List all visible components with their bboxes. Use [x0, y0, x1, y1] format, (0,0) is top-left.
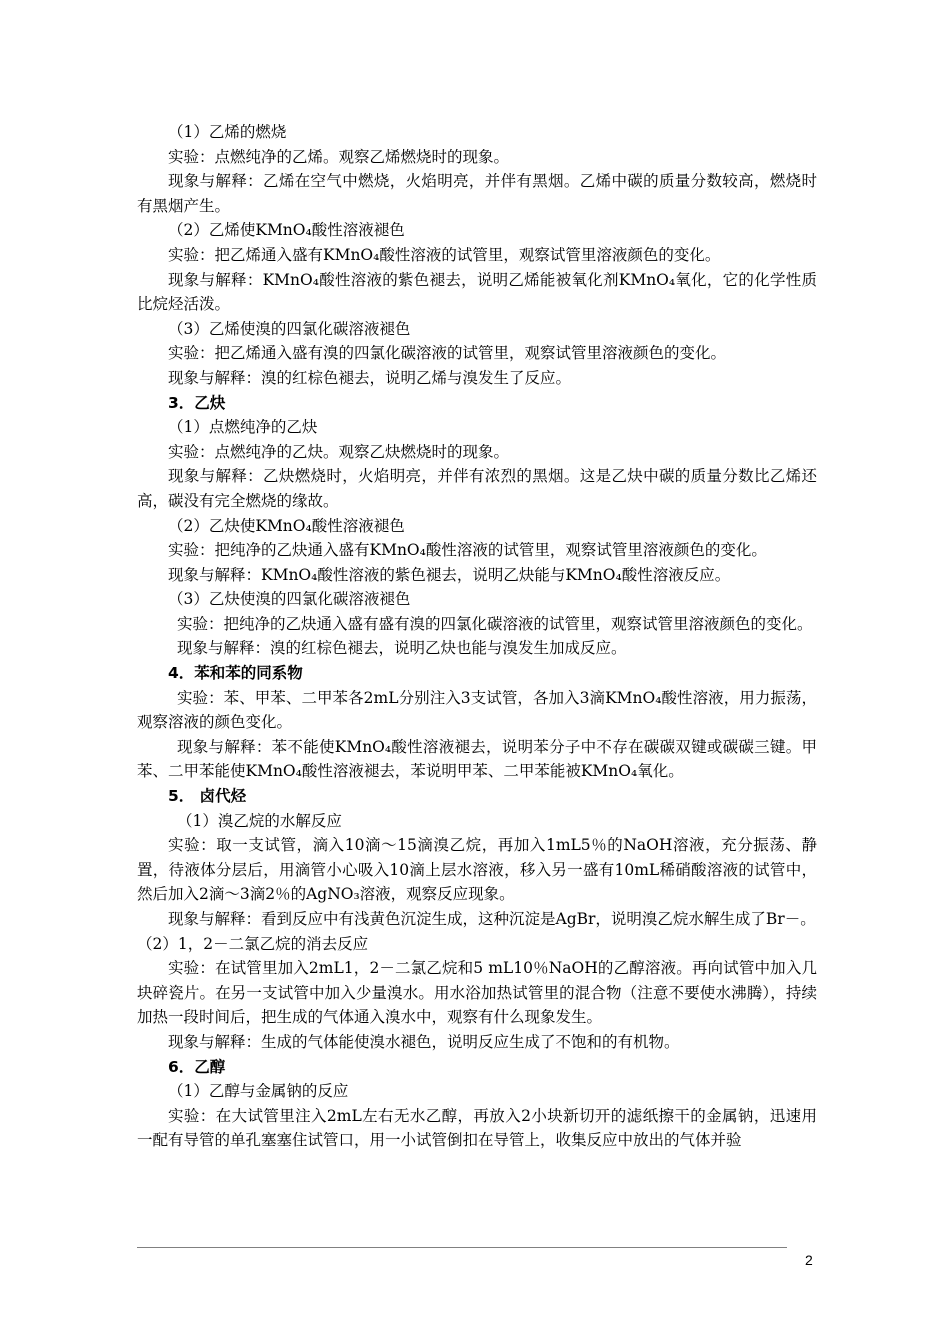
paragraph: 实验：把纯净的乙炔通入盛有KMnO₄酸性溶液的试管里，观察试管里溶液颜色的变化。	[168, 541, 767, 560]
paragraph: 现象与解释：KMnO₄酸性溶液的紫色褪去，说明乙烯能被氧化剂KMnO₄氧化，它的化学性质比烷烃活泼。	[137, 270, 817, 314]
paragraph: （1）乙醇与金属钠的反应	[168, 1082, 349, 1101]
paragraph: （1）乙烯的燃烧	[168, 123, 287, 141]
paragraph: 实验：把乙烯通入盛有KMnO₄酸性溶液的试管里，观察试管里溶液颜色的变化。	[168, 245, 721, 264]
paragraph: 现象与解释：看到反应中有浅黄色沉淀生成，这种沉淀是AgBr，说明溴乙烷水解生成了Br－。	[168, 910, 816, 928]
paragraph: （2）1，2－二氯乙烷的消去反应	[137, 934, 369, 953]
paragraph: （2）乙炔使KMnO₄酸性溶液褪色	[168, 516, 405, 535]
paragraph: 现象与解释：乙炔燃烧时，火焰明亮，并伴有浓烈的黑烟。这是乙炔中碳的质量分数比乙烯还高，碳没有完全燃烧的缘故。	[137, 467, 817, 510]
paragraph: （3）乙烯使溴的四氯化碳溶液褪色	[168, 319, 411, 338]
paragraph: 实验：取一支试管，滴入10滴～15滴溴乙烷，再加入1mL5％的NaOH溶液，充分振荡、静置，待液体分层后，用滴管小心吸入10滴上层水溶液，移入另一盛有10mL稀硝酸溶液的试管中，然后加入2滴～3滴2％的AgNO₃溶液，观察反应现象。	[137, 836, 817, 904]
paragraph: 现象与解释：苯不能使KMnO₄酸性溶液褪去，说明苯分子中不存在碳碳双键或碳碳三键。甲苯、二甲苯能使KMnO₄酸性溶液褪去，苯说明甲苯、二甲苯能被KMnO₄氧化。	[137, 737, 817, 781]
paragraph: 实验：把纯净的乙炔通入盛有盛有溴的四氯化碳溶液的试管里，观察试管里溶液颜色的变化。	[177, 614, 813, 633]
footer-rule	[137, 1247, 787, 1248]
paragraph: 实验：在试管里加入2mL1，2－二氯乙烷和5 mL10％NaOH的乙醇溶液。再向试管中加入几块碎瓷片。在另一支试管中加入少量溴水。用水浴加热试管里的混合物（注意不要使水沸腾），持续加热一段时间后，把生成的气体通入溴水中，观察有什么现象发生。	[137, 959, 817, 1027]
paragraph: 现象与解释：溴的红棕色褪去，说明乙烯与溴发生了反应。	[168, 368, 572, 387]
paragraph: 现象与解释：生成的气体能使溴水褪色，说明反应生成了不饱和的有机物。	[168, 1032, 680, 1051]
page-number: 2	[805, 1252, 813, 1268]
paragraph: 实验：苯、甲苯、二甲苯各2mL分别注入3支试管，各加入3滴KMnO₄酸性溶液，用力振荡，观察溶液的颜色变化。	[137, 688, 817, 732]
paragraph: 实验：点燃纯净的乙炔。观察乙炔燃烧时的现象。	[168, 442, 510, 461]
paragraph: 现象与解释：KMnO₄酸性溶液的紫色褪去，说明乙炔能与KMnO₄酸性溶液反应。	[168, 565, 731, 584]
document-body	[137, 120, 817, 1153]
section-heading: 5． 卤代烃	[168, 787, 247, 806]
paragraph: 现象与解释：乙烯在空气中燃烧，火焰明亮，并伴有黑烟。乙烯中碳的质量分数较高，燃烧时有黑烟产生。	[137, 172, 817, 215]
paragraph: （2）乙烯使KMnO₄酸性溶液褪色	[168, 221, 405, 240]
paragraph: （3）乙炔使溴的四氯化碳溶液褪色	[168, 590, 411, 609]
paragraph: 实验：点燃纯净的乙烯。观察乙烯燃烧时的现象。	[168, 147, 510, 166]
section-heading: 6．乙醇	[168, 1057, 226, 1076]
paragraph: （1）点燃纯净的乙炔	[168, 418, 318, 437]
paragraph: （1）溴乙烷的水解反应	[177, 811, 342, 830]
paragraph: 实验：在大试管里注入2mL左右无水乙醇，再放入2小块新切开的滤纸擦干的金属钠，迅速用一配有导管的单孔塞塞住试管口，用一小试管倒扣在导管上，收集反应中放出的气体并验	[137, 1106, 817, 1150]
paragraph: 现象与解释：溴的红棕色褪去，说明乙炔也能与溴发生加成反应。	[177, 639, 627, 658]
section-heading: 3．乙炔	[168, 393, 226, 412]
section-heading: 4．苯和苯的同系物	[168, 664, 303, 683]
paragraph: 实验：把乙烯通入盛有溴的四氯化碳溶液的试管里，观察试管里溶液颜色的变化。	[168, 344, 727, 363]
